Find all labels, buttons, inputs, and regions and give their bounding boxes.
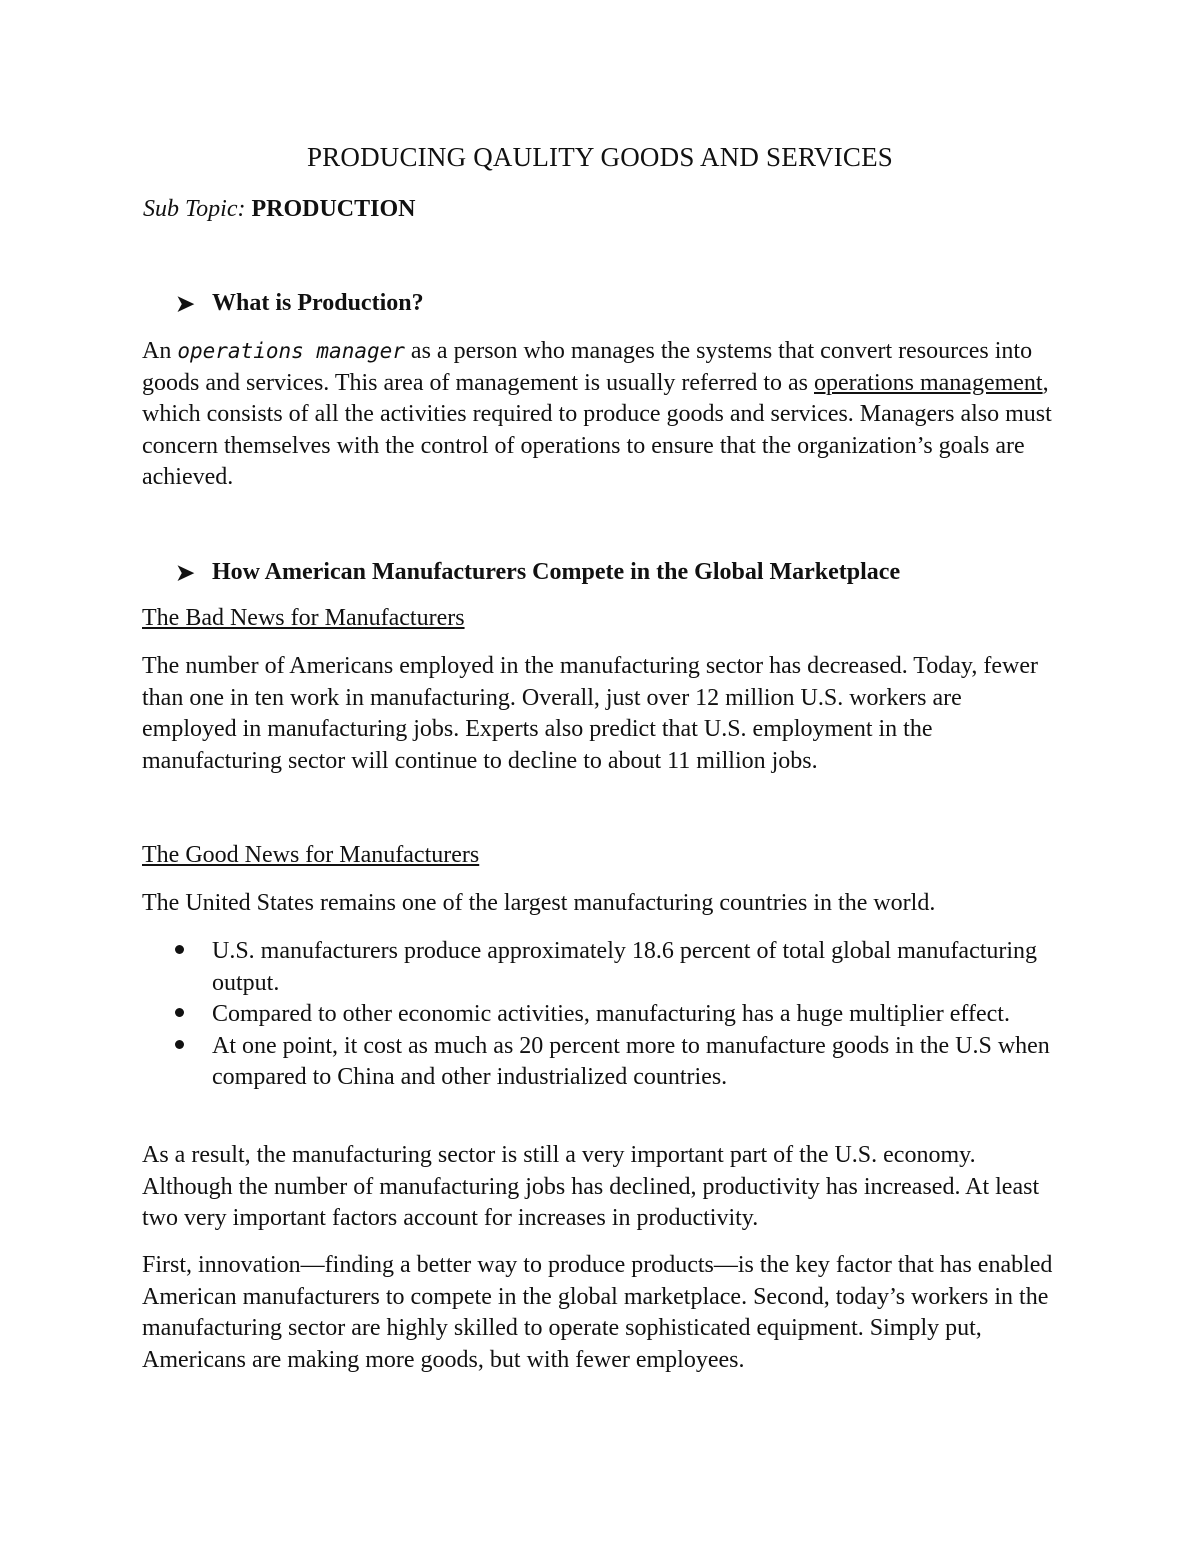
innovation-paragraph: First, innovation—finding a better way to produce products—is the key factor that has enabled American manufacturers to compete in the global marketplace. Second, today’s workers in the manufacturing sector are highly skilled to operate sophisticated equipment. Simply put, Americans are making more goods, but with fewer employees. (142, 1252, 1053, 1373)
section-heading-global-marketplace (176, 559, 900, 586)
good-news-bullet-list (142, 936, 1062, 1094)
subtopic-label: Sub Topic: (143, 196, 246, 222)
section-heading-text: What is Production? (212, 290, 424, 316)
paragraph-text: as a person who manages the systems that convert resources into goods and services. This area of management is usually referred to as (142, 338, 1033, 396)
list-item (142, 936, 1062, 999)
section-heading-production (176, 290, 424, 317)
bad-news-subheading: The Bad News for Manufacturers (142, 605, 465, 631)
good-news-intro: The United States remains one of the largest manufacturing countries in the world. (142, 890, 936, 916)
result-paragraph: As a result, the manufacturing sector is still a very important part of the U.S. economy. Although the number of manufacturing jobs has declined, productivity has increased. At least two very important factors account for increases in productivity. (142, 1142, 1040, 1231)
paragraph-text: , which consists of all the activities required to produce goods and services. Managers also must concern themselves with the control of operations to ensure that the organization’s goals are achieved. (142, 369, 1052, 490)
list-item-text: U.S. manufacturers produce approximately 18.6 percent of total global manufacturing output. (212, 938, 1038, 996)
subtopic-line (143, 196, 415, 223)
list-item-text: At one point, it cost as much as 20 percent more to manufacture goods in the U.S when compared to China and other industrialized countries. (212, 1032, 1050, 1090)
round-bullet-icon (175, 1040, 184, 1049)
round-bullet-icon (175, 1008, 184, 1017)
document-title: PRODUCING QAULITY GOODS AND SERVICES (306, 142, 894, 172)
term-operations-manager: operations manager (177, 339, 405, 363)
good-news-subheading: The Good News for Manufacturers (142, 842, 480, 868)
subtopic-value: PRODUCTION (251, 196, 416, 222)
paragraph-text: An (142, 338, 178, 364)
bad-news-paragraph: The number of Americans employed in the manufacturing sector has decreased. Today, fewer than one in ten work in manufacturing. Overall, just over 12 million U.S. workers are employed in manufacturing jobs. Experts also predict that U.S. employment in the manufacturing sector will continue to decline to about 11 million jobs. (142, 653, 1038, 774)
list-item (142, 1031, 1062, 1094)
round-bullet-icon (175, 945, 184, 954)
term-operations-management: operations management (814, 369, 1043, 396)
arrowhead-bullet-icon: ➤ (176, 290, 195, 316)
arrowhead-bullet-icon: ➤ (176, 559, 195, 585)
list-item-text: Compared to other economic activities, manufacturing has a huge multiplier effect. (212, 1001, 1010, 1027)
production-paragraph (142, 336, 1062, 494)
list-item (142, 999, 1062, 1031)
section-heading-text: How American Manufacturers Compete in the Global Marketplace (212, 559, 901, 585)
